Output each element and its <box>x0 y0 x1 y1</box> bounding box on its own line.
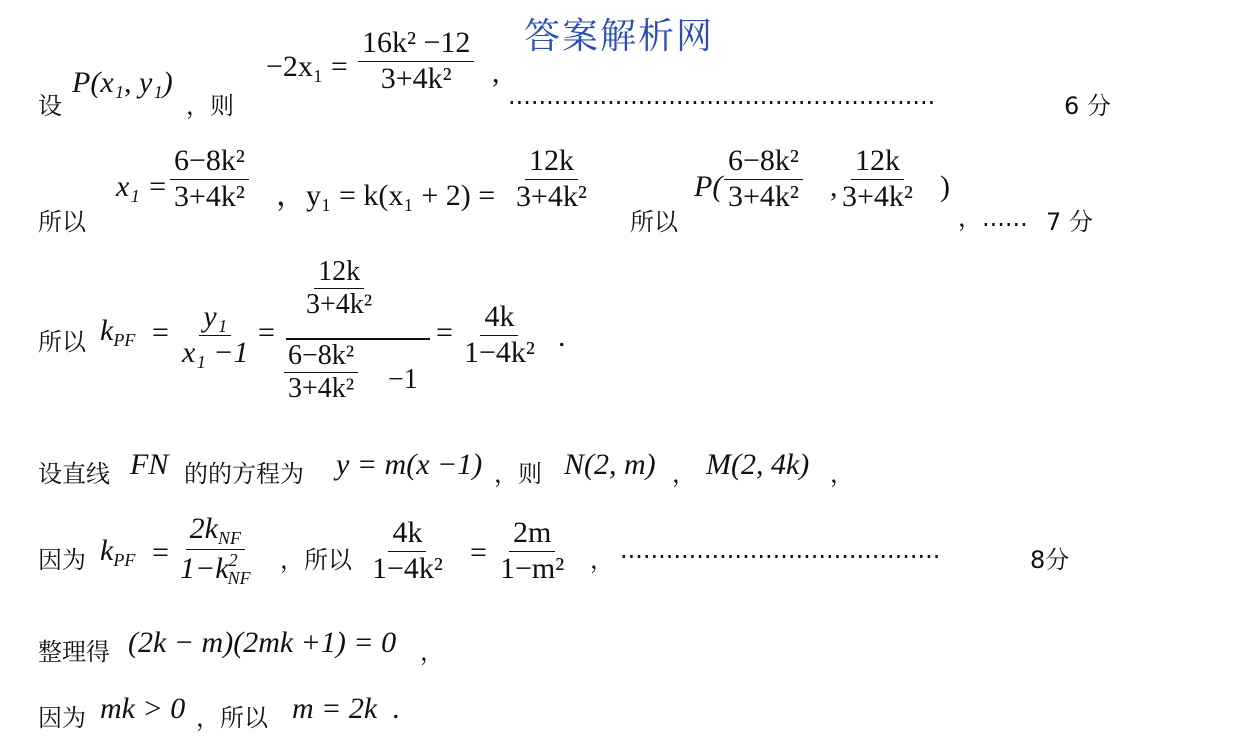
line5-num-sub: NF <box>217 528 241 548</box>
line5-frac-a <box>368 516 447 586</box>
line1-then: ，则 <box>186 92 234 120</box>
line4-eq: y = m(x −1) <box>336 448 483 481</box>
line2-P-close: ) <box>940 170 950 203</box>
line3-frac1 <box>178 300 253 370</box>
line2-P-den2: 3+4k² <box>842 179 913 213</box>
line1-prefix: 设 <box>38 92 62 120</box>
line2-so: 所以 <box>630 208 678 236</box>
line2-x1-den: 3+4k² <box>174 179 245 213</box>
line5-a-den: 1−4k² <box>372 551 443 585</box>
line2-y1-frac <box>512 144 591 214</box>
line2-dots: ，...... <box>958 204 1028 232</box>
line2-x1-num: 6−8k² <box>170 144 249 180</box>
watermark: 答案解析网 <box>524 16 715 57</box>
line5-num <box>186 512 245 550</box>
line3-result-frac <box>460 300 539 370</box>
line4-then: ，则 <box>494 460 542 488</box>
line3-bot-frac <box>284 340 358 405</box>
line1-score: 6 分 <box>1064 92 1111 120</box>
line5-so: ，所以 <box>280 546 352 574</box>
line5-eq2: = <box>470 536 487 569</box>
line4-text: 设直线 <box>38 460 110 488</box>
line1-frac-num: 16k² −12 <box>358 26 474 62</box>
line4-comma: ， <box>672 460 696 488</box>
line3-f1-num: y₁ <box>199 300 231 336</box>
line4-N: N(2, m) <box>564 448 656 481</box>
line7-text: 因为 <box>38 704 86 732</box>
line3-top-frac <box>302 256 376 321</box>
line5-eq: = <box>152 536 169 569</box>
line2-P-num1: 6−8k² <box>724 144 803 180</box>
line6-eq: (2k − m)(2mk +1) = 0 <box>128 626 397 659</box>
line5-b-den: 1−m² <box>500 551 565 585</box>
line1-lhs: −2x₁ = <box>266 50 348 83</box>
line7-result: m = 2k <box>292 692 378 725</box>
line2-P-frac1 <box>724 144 803 214</box>
line5-score: 8分 <box>1030 546 1070 574</box>
line5-k-sub: PF <box>113 550 136 570</box>
line2-P-frac2 <box>838 144 917 214</box>
line3-k <box>100 314 135 351</box>
line3-eq3: = <box>436 316 453 349</box>
line3-k-sub: PF <box>113 330 136 350</box>
line3-r-den: 1−4k² <box>464 335 535 369</box>
line3-f1-den: x₁ −1 <box>182 335 249 369</box>
line6-end: ， <box>420 638 444 666</box>
line2-x1-frac <box>170 144 249 214</box>
line3-r-num: 4k <box>480 300 518 336</box>
line2-prefix: 所以 <box>38 208 86 236</box>
line5-k-letter: k <box>100 534 114 567</box>
line3-top-den: 3+4k² <box>306 289 373 321</box>
line7-end: . <box>392 692 400 725</box>
line6-text: 整理得 <box>38 638 110 666</box>
line1-comma: , <box>492 56 500 89</box>
line2-P: P( <box>694 170 723 203</box>
line3-eq1: = <box>152 316 169 349</box>
line5-den-sup: 2 <box>228 549 238 570</box>
line3-k-letter: k <box>100 314 114 347</box>
line4-text2: 的的方程为 <box>184 460 304 488</box>
line3-prefix: 所以 <box>38 328 86 356</box>
line5-frac-b <box>496 516 568 586</box>
line5-comma: ， <box>590 546 614 574</box>
line3-bot-minus: −1 <box>388 364 418 395</box>
line2-y1-den: 3+4k² <box>516 179 587 213</box>
line5-den-sub: NF <box>227 567 251 588</box>
line1-frac <box>358 26 474 96</box>
line3-bot-den: 3+4k² <box>288 373 355 405</box>
line2-P-num2: 12k <box>851 144 904 180</box>
line2-P-den1: 3+4k² <box>728 179 799 213</box>
line5-den <box>176 550 255 589</box>
line5-b-num: 2m <box>509 516 555 552</box>
line5-dots: .......................................... <box>620 536 941 564</box>
line2-y1: ，y₁ = k(x₁ + 2) = <box>276 179 496 212</box>
line7-so: ，所以 <box>196 704 268 732</box>
line2-x1: x₁ = <box>116 170 168 203</box>
line1-dots: ........................................................ <box>508 82 936 110</box>
line2-score: 7 分 <box>1046 208 1093 236</box>
line3-top-num: 12k <box>314 256 364 289</box>
line2-y1-num: 12k <box>525 144 578 180</box>
line4-end: ， <box>830 460 854 488</box>
line5-frac <box>176 512 255 588</box>
line7-cond: mk > 0 <box>100 692 186 725</box>
line1-point-p: P(x₁, y₁) <box>72 66 173 99</box>
line3-period: . <box>558 320 566 353</box>
line5-k <box>100 534 135 571</box>
line2-P-comma: , <box>830 170 838 203</box>
line5-because: 因为 <box>38 546 86 574</box>
line5-a-num: 4k <box>388 516 426 552</box>
line4-FN: FN <box>130 448 169 481</box>
line1-frac-den: 3+4k² <box>380 61 452 95</box>
line3-eq2: = <box>258 316 275 349</box>
line5-num-main: 2k <box>189 512 218 545</box>
line5-den-main: 1−k <box>180 551 229 585</box>
line3-bot-num: 6−8k² <box>284 340 358 373</box>
line4-M: M(2, 4k) <box>706 448 810 481</box>
